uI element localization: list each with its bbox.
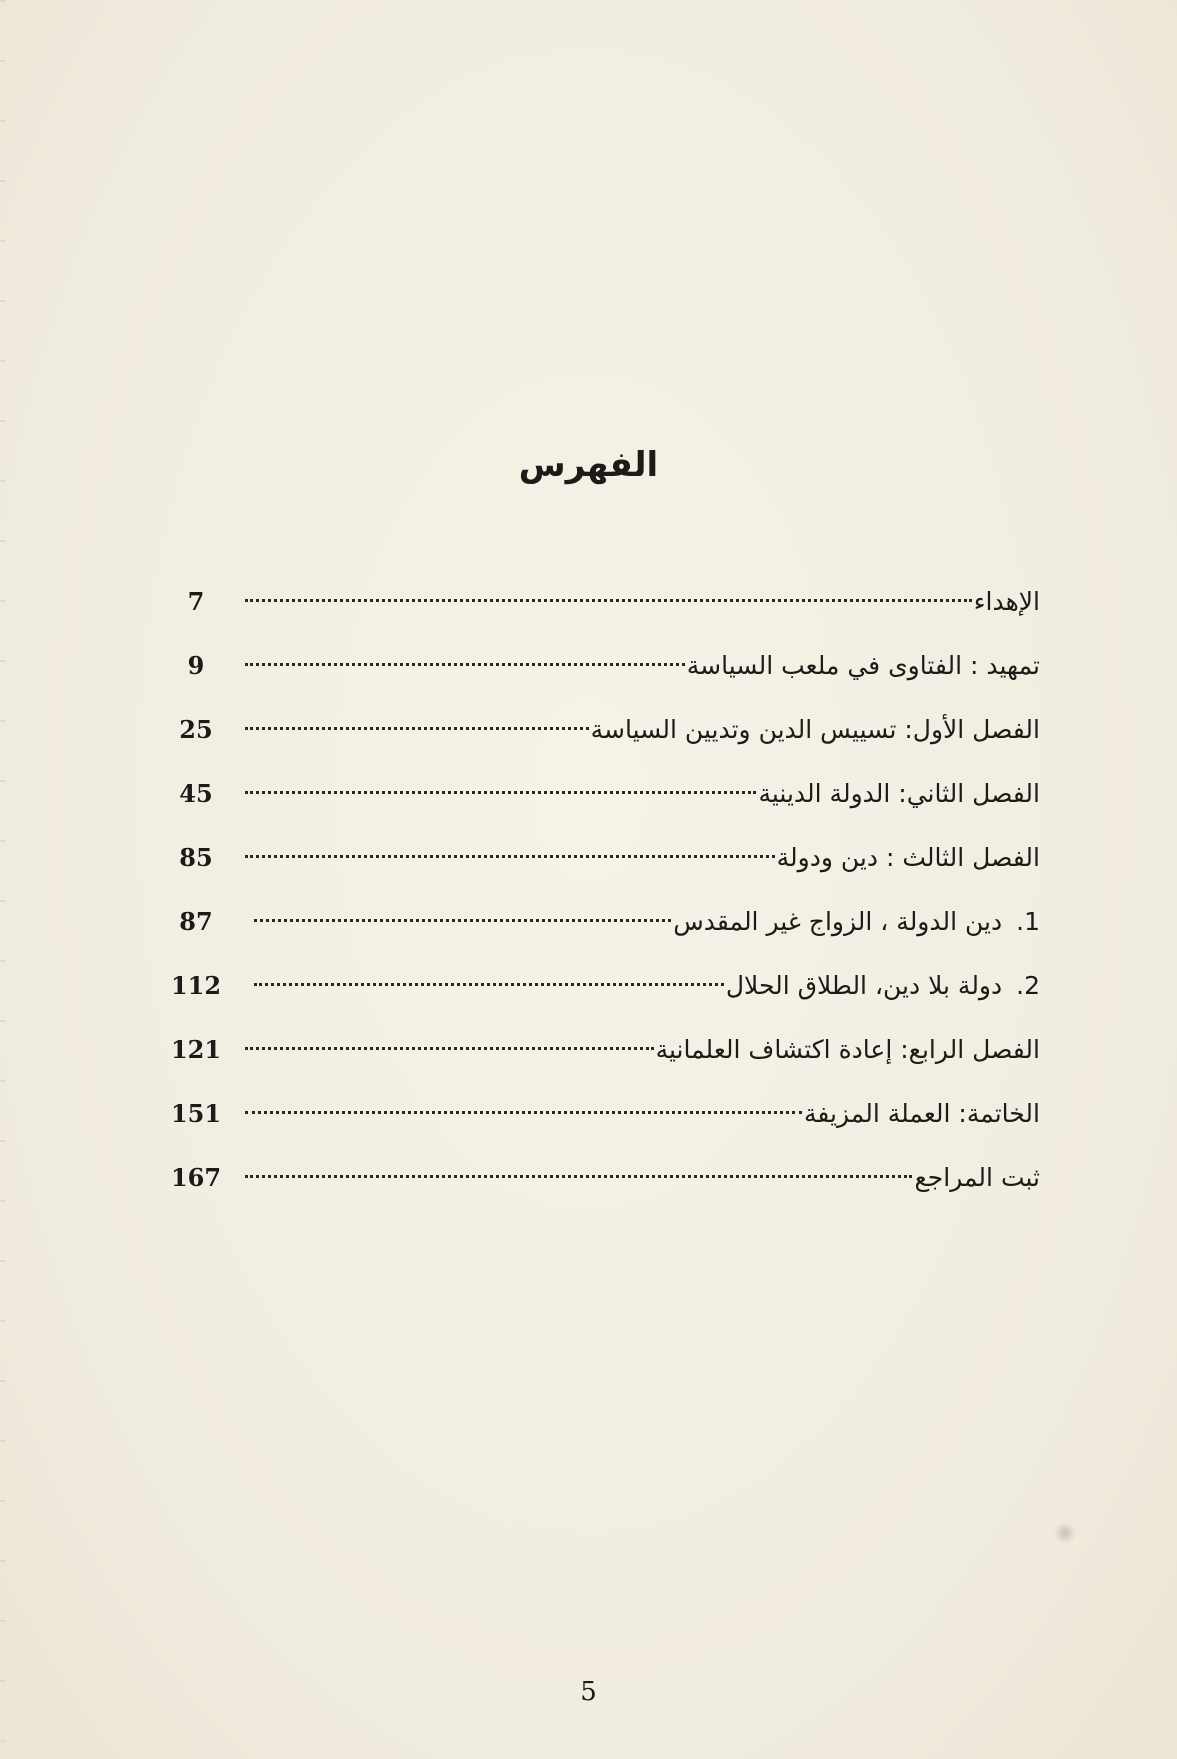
toc-row <box>160 708 1040 772</box>
toc-row <box>160 772 1040 836</box>
toc-row <box>160 900 1040 964</box>
toc-page-number: 7 <box>187 587 205 616</box>
toc-entry <box>245 836 1040 880</box>
toc-entry <box>245 772 1040 816</box>
toc-entry-label: تمهيد : الفتاوى في ملعب السياسة <box>686 651 1040 680</box>
leader-dots <box>245 1111 802 1114</box>
footer-page-number: 5 <box>580 1677 597 1707</box>
toc-page-number: 45 <box>179 779 213 808</box>
toc-entry-label: الخاتمة: العملة المزيفة <box>803 1099 1040 1128</box>
leader-dots <box>245 855 775 858</box>
toc-subentry <box>254 900 1040 944</box>
toc-entry <box>245 708 1040 752</box>
toc-entry <box>245 580 1040 624</box>
toc-entry-label: دين الدولة ، الزواج غير المقدس <box>673 907 1003 936</box>
toc-entry-label: ثبت المراجع <box>914 1163 1040 1192</box>
toc-page-number: 25 <box>179 715 213 744</box>
toc-title: الفهرس <box>518 445 659 485</box>
toc-entry <box>245 1028 1040 1072</box>
toc-row <box>160 964 1040 1028</box>
toc-entry <box>245 1092 1040 1136</box>
toc-entry-label: الفصل الثاني: الدولة الدينية <box>758 779 1040 808</box>
toc-page-number: 9 <box>187 651 205 680</box>
toc-row <box>160 1156 1040 1220</box>
toc-entry-label: الفصل الرابع: إعادة اكتشاف العلمانية <box>655 1035 1040 1064</box>
table-of-contents <box>160 580 1040 1220</box>
leader-dots <box>254 983 724 986</box>
toc-row <box>160 836 1040 900</box>
leader-dots <box>245 791 756 794</box>
toc-row <box>160 1028 1040 1092</box>
toc-entry-label: الفصل الثالث : دين ودولة <box>776 843 1040 872</box>
page-edge <box>0 0 6 1759</box>
toc-entry-number: 1. <box>1016 907 1040 936</box>
leader-dots <box>245 663 685 666</box>
toc-subentry <box>254 964 1040 1008</box>
toc-page-number: 85 <box>179 843 213 872</box>
toc-page-number: 121 <box>170 1035 222 1064</box>
leader-dots <box>245 599 972 602</box>
toc-page-number: 112 <box>170 971 222 1000</box>
toc-entry-number: 2. <box>1016 971 1040 1000</box>
toc-entry <box>245 1156 1040 1200</box>
toc-row <box>160 580 1040 644</box>
paper-stain <box>1054 1522 1076 1544</box>
leader-dots <box>245 727 589 730</box>
toc-page-number: 151 <box>170 1099 222 1128</box>
toc-entry-label: الفصل الأول: تسييس الدين وتديين السياسة <box>590 715 1040 744</box>
toc-entry <box>245 644 1040 688</box>
leader-dots <box>254 919 671 922</box>
toc-entry-label: الإهداء <box>973 587 1040 616</box>
toc-page-number: 167 <box>170 1163 222 1192</box>
leader-dots <box>245 1047 654 1050</box>
toc-row <box>160 1092 1040 1156</box>
toc-page-number: 87 <box>179 907 213 936</box>
toc-entry-label: دولة بلا دين، الطلاق الحلال <box>725 971 1003 1000</box>
toc-row <box>160 644 1040 708</box>
leader-dots <box>245 1175 912 1178</box>
